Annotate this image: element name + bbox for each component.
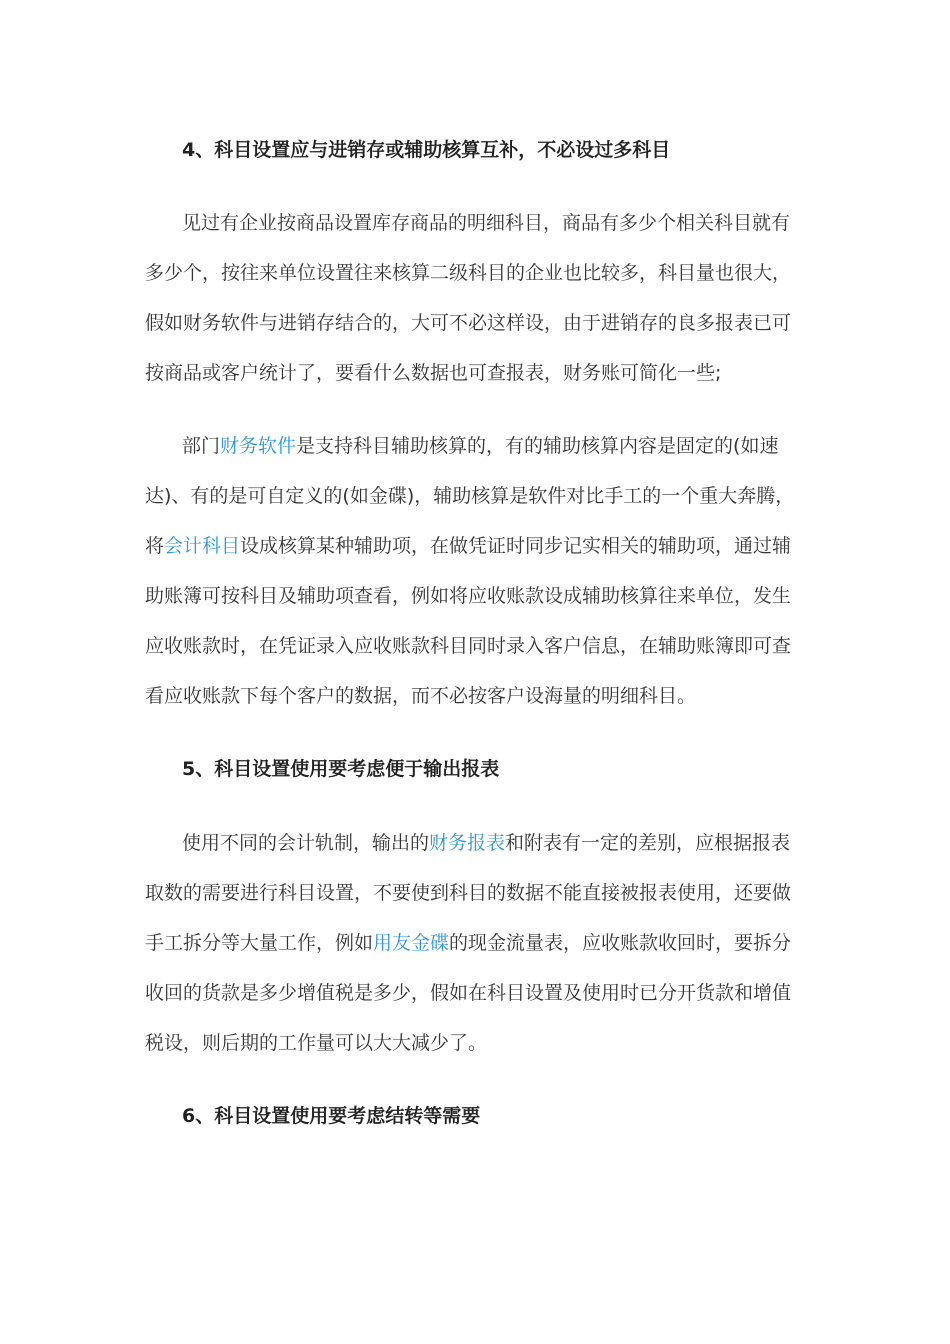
s4-p1-line-2: 多少个，按往来单位设置往来核算二级科目的企业也比较多，科目量也很大， [145, 262, 792, 284]
s4-p2-line-5: 应收账款时，在凭证录入应收账款科目同时录入客户信息，在辅助账簿即可查 [145, 635, 792, 657]
s5-p1-line-4: 收回的货款是多少增值税是多少，假如在科目设置及使用时已分开货款和增值 [145, 982, 792, 1004]
s5-p1-l3-text-a: 手工拆分等大量工作，例如 [145, 932, 374, 954]
s5-p1-line-5: 税设，则后期的工作量可以大大减少了。 [145, 1032, 488, 1054]
s4-p2-l3-text-b: 设成核算某种辅助项，在做凭证时同步记实相关的辅助项，通过辅 [240, 535, 792, 557]
s4-p2-l1-text-a: 部门 [182, 435, 221, 457]
yonyou-kingdee-link[interactable]: 用友金碟 [373, 932, 450, 954]
finance-software-link[interactable]: 财务软件 [220, 435, 297, 457]
s5-p1-l1-text-a: 使用不同的会计轨制，输出的 [182, 832, 430, 854]
s4-p2-l1-text-b: 是支持科目辅助核算的，有的辅助核算内容是固定的(如速 [296, 435, 779, 457]
s4-p2-line-3 [145, 534, 791, 558]
section-4-heading: 4、科目设置应与进销存或辅助核算互补，不必设过多科目 [182, 139, 671, 161]
s5-p1-line-2: 取数的需要进行科目设置，不要使到科目的数据不能直接被报表使用，还要做 [145, 882, 792, 904]
s4-p1-line-3: 假如财务软件与进销存结合的，大可不必这样设，由于进销存的良多报表已可 [145, 312, 792, 334]
section-5-heading: 5、科目设置使用要考虑便于输出报表 [182, 758, 500, 780]
s4-p2-line-6: 看应收账款下每个客户的数据，而不必按客户设海量的明细科目。 [145, 685, 697, 707]
s4-p2-l3-text-a: 将 [145, 535, 165, 557]
s4-p2-line-2: 达)、有的是可自定义的(如金碟)，辅助核算是软件对比手工的一个重大奔腾， [145, 485, 795, 507]
s5-p1-line-3 [145, 931, 791, 955]
s4-p1-line-1: 见过有企业按商品设置库存商品的明细科目，商品有多少个相关科目就有 [182, 212, 791, 234]
financial-report-link[interactable]: 财务报表 [429, 832, 506, 854]
s4-p2-line-4: 助账簿可按科目及辅助项查看，例如将应收账款设成辅助核算往来单位，发生 [145, 585, 792, 607]
s4-p2-line-1 [182, 434, 778, 458]
section-6-heading: 6、科目设置使用要考虑结转等需要 [182, 1105, 481, 1127]
accounting-subject-link[interactable]: 会计科目 [164, 535, 241, 557]
s5-p1-l1-text-b: 和附表有一定的差别，应根据报表 [505, 832, 791, 854]
s5-p1-l3-text-b: 的现金流量表，应收账款收回时，要拆分 [449, 932, 792, 954]
s5-p1-line-1 [182, 831, 790, 855]
s4-p1-line-4: 按商品或客户统计了，要看什么数据也可查报表，财务账可简化一些; [145, 362, 722, 384]
